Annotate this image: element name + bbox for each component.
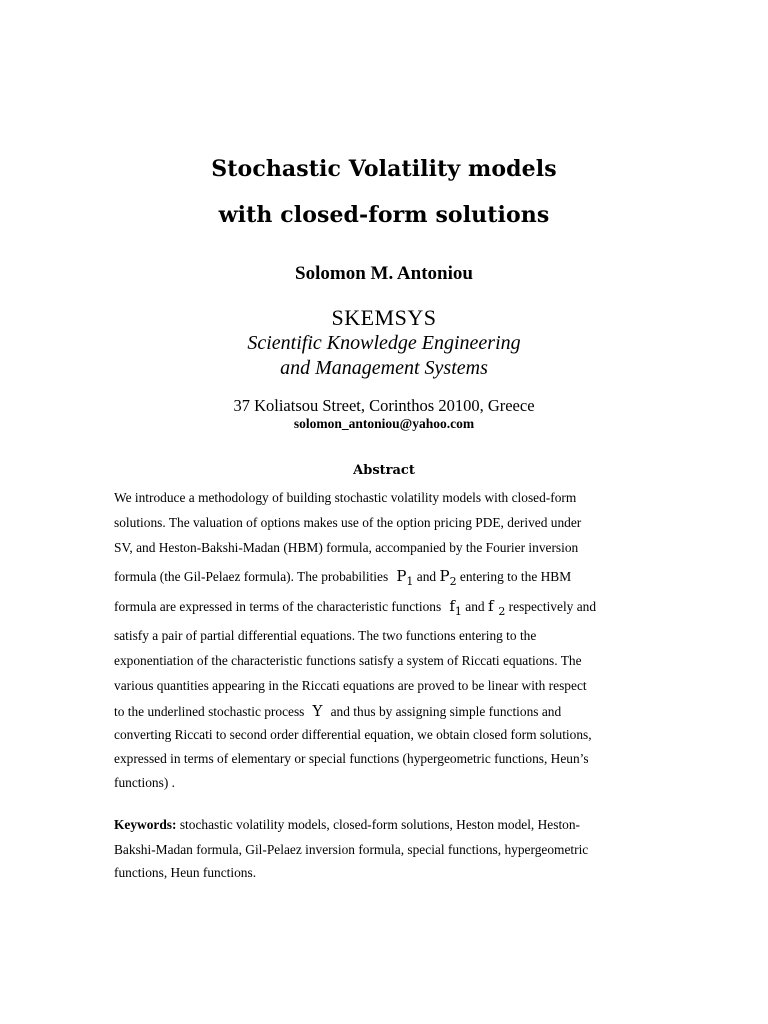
abstract-line: We introduce a methodology of building stochastic volatility models with closed-form xyxy=(114,490,577,505)
abstract-line: exponentiation of the characteristic functions satisfy a system of Riccati equations. The xyxy=(114,653,582,668)
paper-title-line-1: Stochastic Volatility models xyxy=(211,156,557,182)
keywords-line: Bakshi-Madan formula, Gil-Pelaez inversion formula, special functions, hypergeometric xyxy=(114,842,589,857)
abstract-text: formula are expressed in terms of the characteristic functions xyxy=(114,599,442,614)
abstract-line: expressed in terms of elementary or special functions (hypergeometric functions, Heun’s xyxy=(114,751,589,766)
math-f2: f $_2$ xyxy=(487,597,506,618)
keywords-label: Keywords: xyxy=(114,817,177,832)
math-P2: $P_2$ xyxy=(439,567,457,588)
keywords-text: stochastic volatility models, closed-form solutions, Heston model, Heston- xyxy=(179,817,581,832)
organization-acronym: SKEMSYS xyxy=(331,305,437,330)
organization-full-name-line-1: Scientific Knowledge Engineering xyxy=(247,332,521,354)
abstract-line: various quantities appearing in the Riccati equations are proved to be linear with respect xyxy=(114,678,587,693)
abstract-line: functions) . xyxy=(114,775,175,790)
abstract-text: to the underlined stochastic process xyxy=(114,704,305,719)
abstract-text: formula (the Gil-Pelaez formula). The probabilities xyxy=(114,569,389,584)
abstract-line: solutions. The valuation of options makes use of the option pricing PDE, derived under xyxy=(114,515,582,530)
abstract-text: and xyxy=(465,599,485,614)
abstract-text: respectively and xyxy=(508,599,597,614)
math-f1: $f_1$ xyxy=(449,597,462,618)
author-name: Solomon M. Antoniou xyxy=(295,263,473,284)
abstract-line: converting Riccati to second order differential equation, we obtain closed form solutions, xyxy=(114,727,592,742)
author-email: solomon_antoniou@yahoo.com xyxy=(293,416,475,431)
abstract-line-with-math xyxy=(114,702,561,720)
abstract-line-with-math xyxy=(114,597,596,618)
organization-full-name-line-2: and Management Systems xyxy=(280,357,488,379)
abstract-heading: Abstract xyxy=(353,463,415,478)
abstract-line: SV, and Heston-Bakshi-Madan (HBM) formula, accompanied by the Fourier inversion xyxy=(114,540,579,555)
math-P1: $P_1$ xyxy=(396,567,414,588)
abstract-text: entering to the HBM xyxy=(459,569,572,584)
postal-address: 37 Koliatsou Street, Corinthos 20100, Greece xyxy=(233,396,535,415)
abstract-text: and xyxy=(416,569,437,584)
keywords-line xyxy=(114,817,580,833)
abstract-line: satisfy a pair of partial differential equations. The two functions entering to the xyxy=(114,628,537,643)
keywords-line: functions, Heun functions. xyxy=(114,865,257,880)
abstract-line-with-math xyxy=(114,567,571,588)
paper-title-line-2: with closed-form solutions xyxy=(218,202,550,228)
abstract-text: and thus by assigning simple functions and xyxy=(330,704,562,719)
math-Y: Y xyxy=(312,702,323,720)
